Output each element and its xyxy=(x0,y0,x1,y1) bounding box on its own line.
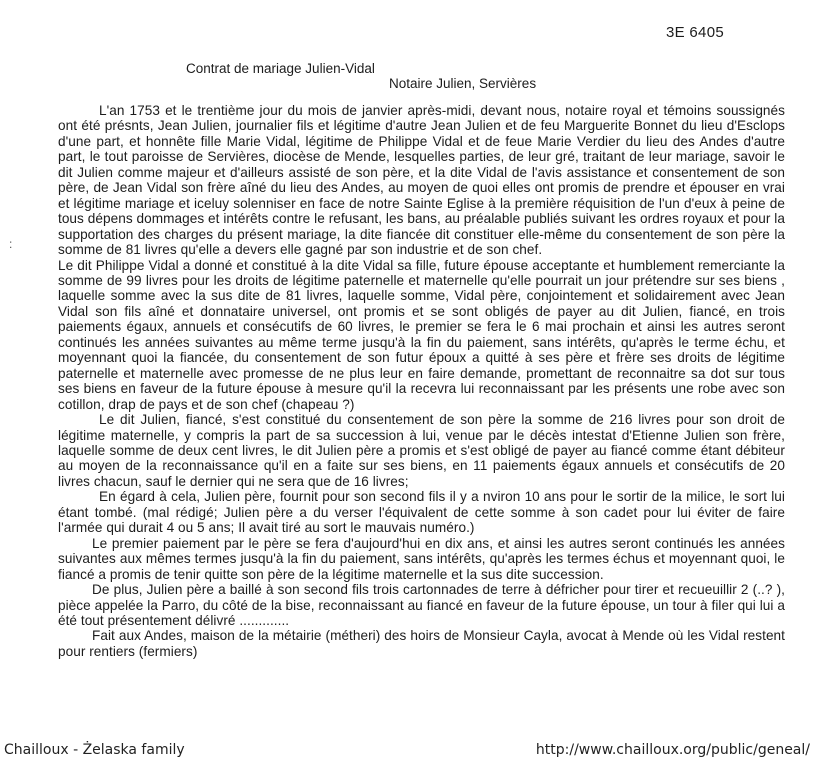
paragraph: Fait aux Andes, maison de la métairie (métheri) des hoirs de Monsieur Cayla, avocat à Mende où les Vidal restent pour rentiers (fermiers) xyxy=(58,628,785,659)
family-credit: Chailloux - Żelaska family xyxy=(4,742,185,758)
paragraph: Le premier paiement par le père se fera d'aujourd'hui en dix ans, et ainsi les autres seront continués les années suivantes aux mêmes termes jusqu'à la fin du paiement, sans intérêts, qu'après les termes échus et moyennant quoi, le fiancé a promis de tenir quitte son père de la légitime maternelle et la sus dite succession. xyxy=(58,535,785,582)
paragraph: De plus, Julien père a baillé à son second fils trois cartonnades de terre à défricher pour tirer et recueuillir 2 (..? ), pièce appelée la Parro, du côté de la bise, reconnaissant au fiancé en faveur de la future épouse, un tour à filer qui lui a été tout présentement délivré ............. xyxy=(58,582,785,628)
margin-mark: : xyxy=(9,237,13,251)
paragraph: Le dit Julien, fiancé, s'est constitué du consentement de son père la somme de 216 livres pour son droit de légitime maternelle, y compris la part de sa succession à lui, venue par le décès intestat d'Etienne Julien son frère, laquelle somme de deux cent livres, le dit Julien père a promis et s'est obligé de payer au fiancé comme étant débiteur au moyen de la reconnaissance qu'il en a faite sur ses biens, en 11 paiements égaux annuels et consécutifs de 20 livres chacun, sauf le dernier qui ne sera que de 16 livres; xyxy=(58,412,785,489)
website-url: http://www.chailloux.org/public/geneal/ xyxy=(535,742,810,758)
footer-bar xyxy=(0,735,818,768)
paragraph: L'an 1753 et le trentième jour du mois de janvier après-midi, devant nous, notaire royal et témoins soussignés ont été présnts, Jean Julien, journalier fils et légitime d'autre Jean Julien et de feu Marguerite Bonnet du lieu d'Esclops d'une part, et honnête fille Marie Vidal, légitime de Philippe Vidal et de feue Marie Verdier du lieu des Andes d'autre part, le tout paroisse de Servières, diocèse de Mende, lesquelles parties, de leur gré, traitant de leur mariage, savoir le dit Julien comme majeur et d'ailleurs assisté de son père, et la dite Vidal de l'avis assistance et consentement de son père, de Jean Vidal son frère aîné du lieu des Andes, au moyen de quoi elles ont promis de prendre et épouser en vrai et légitime mariage et iceluy solenniser en face de notre Sainte Eglise à la première réquisition de l'un d'eux à peine de tous dépens dommages et intérêts contre le refusant, les bans, au préalable publiés suivant les ordres royaux et pour la supportation des charges du présent mariage, la dite fiancée dit constituer elle-même du consentement de son père la somme de 81 livres qu'elle a devers elle gagné par son industrie et de son chef. xyxy=(58,103,785,258)
document-body xyxy=(58,103,785,659)
document-title: Contrat de mariage Julien-Vidal xyxy=(186,61,375,76)
paragraph: En égard à cela, Julien père, fournit pour son second fils il y a nviron 10 ans pour le sortir de la milice, le sort lui étant tombé. (mal rédigé; Julien père a du verser l'équivalent de cette somme à son cadet pour lui éviter de faire l'armée qui durait 4 ou 5 ans; Il avait tiré au sort le mauvais numéro.) xyxy=(58,489,785,536)
paragraph: Le dit Philippe Vidal a donné et constitué à la dite Vidal sa fille, future épouse acceptante et humblement remerciante la somme de 99 livres pour les droits de légitime paternelle et maternelle qu'elle pourrait un jour prétendre sur ses biens , laquelle somme avec la sus dite de 81 livres, laquelle somme, Vidal père, conjointement et solidairement avec Jean Vidal son fils aîné et donnataire universel, ont promis et se sont obligés de payer au dit Julien, fiancé, en trois paiements égaux, annuels et consécutifs de 60 livres, le premier se fera le 6 mai prochain et ainsi les autres seront continués les années suivantes au même terme jusqu'à la fin du paiement, sans intérêts, qu'après le terme échu, et moyennant quoi la fiancée, du consentement de son futur époux a quitté à ses père et frère ses droits de légitime paternelle et maternelle avec promesse de ne plus leur en faire demande, promettant de reconnaitre sa dot sur tous ses biens en faveur de la future épouse à mesure qu'il la recevra lui reconnaissant par les présents une robe avec son cotillon, drap de pays et de son chef (chapeau ?) xyxy=(58,257,785,412)
archive-reference: 3E 6405 xyxy=(666,24,724,41)
notary-line: Notaire Julien, Servières xyxy=(389,76,537,91)
